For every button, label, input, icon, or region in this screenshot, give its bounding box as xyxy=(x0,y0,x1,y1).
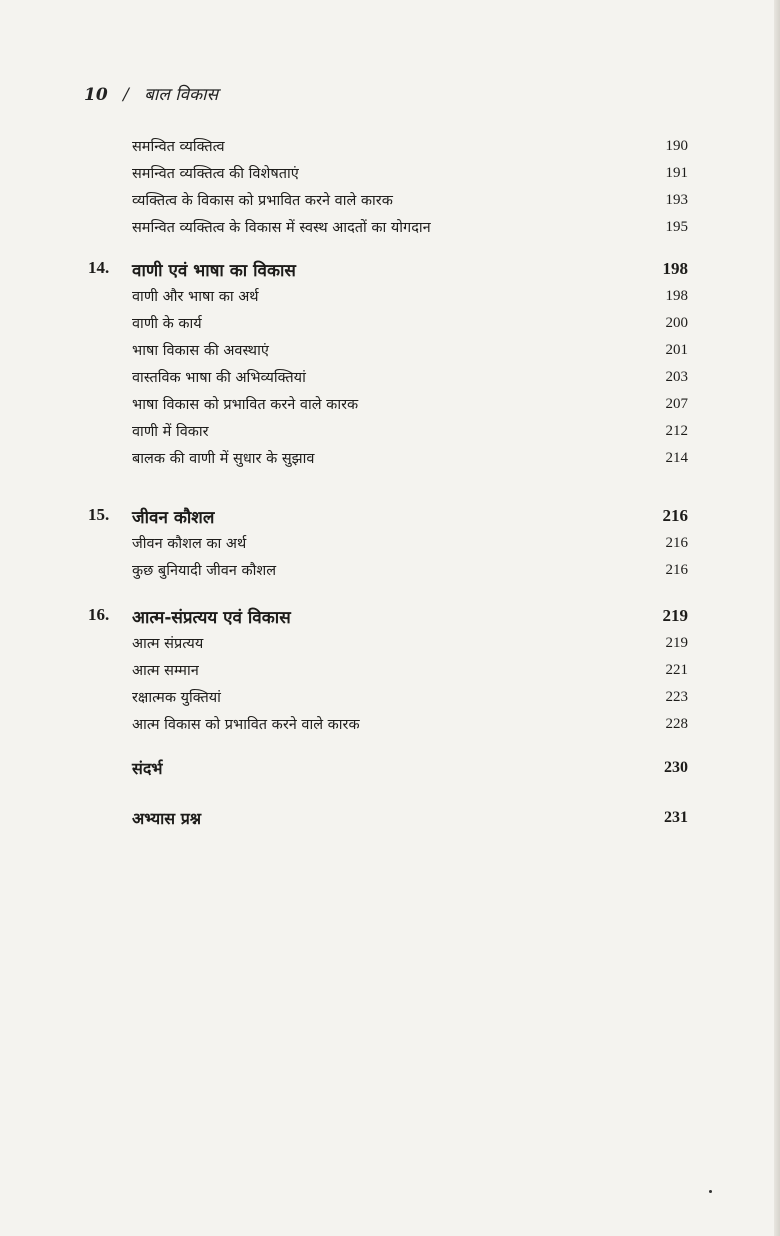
toc-entry-page: 207 xyxy=(665,396,688,412)
toc-entry[interactable] xyxy=(88,136,688,163)
chapter-number: 16. xyxy=(88,605,110,624)
chapter-page: 216 xyxy=(662,506,688,525)
toc-entry-page: 200 xyxy=(665,315,688,331)
toc-entry-page: 214 xyxy=(665,450,688,466)
toc-entry-page: 195 xyxy=(665,219,688,235)
toc-entry-title: समन्वित व्यक्तित्व की विशेषताएं xyxy=(132,166,299,182)
toc-entry-page: 190 xyxy=(665,138,688,154)
chapter-page: 219 xyxy=(662,606,688,625)
practice-questions-entry[interactable] xyxy=(88,807,688,837)
toc-entry[interactable] xyxy=(88,340,688,367)
toc-entry-title: भाषा विकास की अवस्थाएं xyxy=(132,343,269,359)
toc-entry[interactable] xyxy=(88,190,688,217)
chapter-heading[interactable] xyxy=(88,505,688,533)
toc-entry-page: 219 xyxy=(665,635,688,651)
toc-entry-page: 193 xyxy=(665,192,688,208)
chapter-title: आत्म-संप्रत्यय एवं विकास xyxy=(132,608,291,628)
toc-entry-title: जीवन कौशल का अर्थ xyxy=(132,536,247,552)
toc-entry-title: वाणी के कार्य xyxy=(132,316,202,332)
toc-entry[interactable] xyxy=(88,687,688,714)
references-page: 230 xyxy=(664,759,688,776)
toc-entry[interactable] xyxy=(88,633,688,660)
page-edge xyxy=(774,0,780,1236)
toc-entry-page: 221 xyxy=(665,662,688,678)
toc-entry-page: 191 xyxy=(665,165,688,181)
chapter-number: 14. xyxy=(88,258,110,277)
toc-entry-title: वास्तविक भाषा की अभिव्यक्तियां xyxy=(132,370,306,386)
toc-entry[interactable] xyxy=(88,448,688,475)
table-of-contents xyxy=(88,136,688,837)
toc-entry-page: 201 xyxy=(665,342,688,358)
toc-entry-title: आत्म विकास को प्रभावित करने वाले कारक xyxy=(132,717,360,733)
practice-questions-page: 231 xyxy=(664,809,688,826)
toc-entry-page: 198 xyxy=(665,288,688,304)
chapter-title: जीवन कौशल xyxy=(132,508,215,528)
toc-entry-title: आत्म संप्रत्यय xyxy=(132,636,204,652)
toc-entry[interactable] xyxy=(88,313,688,340)
running-header xyxy=(84,82,218,105)
toc-entry[interactable] xyxy=(88,217,688,244)
toc-entry-title: वाणी और भाषा का अर्थ xyxy=(132,289,259,305)
toc-entry-title: व्यक्तित्व के विकास को प्रभावित करने वाले कारक xyxy=(132,193,393,209)
toc-entry[interactable] xyxy=(88,286,688,313)
toc-entry[interactable] xyxy=(88,533,688,560)
chapter-heading[interactable] xyxy=(88,605,688,633)
toc-entry-page: 212 xyxy=(665,423,688,439)
toc-entry[interactable] xyxy=(88,394,688,421)
chapter-heading[interactable] xyxy=(88,258,688,286)
chapter-page: 198 xyxy=(662,259,688,278)
header-book-title: बाल विकास xyxy=(144,85,219,105)
toc-entry-page: 216 xyxy=(665,562,688,578)
toc-entry-title: कुछ बुनियादी जीवन कौशल xyxy=(132,563,277,579)
toc-entry[interactable] xyxy=(88,367,688,394)
references-entry[interactable] xyxy=(88,757,688,787)
toc-entry-title: बालक की वाणी में सुधार के सुझाव xyxy=(132,451,315,467)
chapter-number: 15. xyxy=(88,505,110,524)
practice-questions-title: अभ्यास प्रश्न xyxy=(132,809,202,828)
toc-entry-page: 216 xyxy=(665,535,688,551)
toc-entry-title: आत्म सम्मान xyxy=(132,663,199,679)
toc-entry-page: 223 xyxy=(665,689,688,705)
toc-entry-page: 228 xyxy=(665,716,688,732)
toc-entry-title: समन्वित व्यक्तित्व xyxy=(132,139,225,155)
toc-entry-title: समन्वित व्यक्तित्व के विकास में स्वस्थ आदतों का योगदान xyxy=(132,220,431,236)
toc-entry-page: 203 xyxy=(665,369,688,385)
toc-entry[interactable] xyxy=(88,163,688,190)
toc-entry[interactable] xyxy=(88,560,688,587)
toc-entry-title: रक्षात्मक युक्तियां xyxy=(132,690,221,706)
toc-entry[interactable] xyxy=(88,660,688,687)
toc-entry-title: भाषा विकास को प्रभावित करने वाले कारक xyxy=(132,397,359,413)
toc-entry[interactable] xyxy=(88,714,688,741)
print-speck xyxy=(709,1190,712,1193)
references-title: संदर्भ xyxy=(132,759,163,778)
chapter-title: वाणी एवं भाषा का विकास xyxy=(132,261,296,281)
toc-entry[interactable] xyxy=(88,421,688,448)
toc-entry-title: वाणी में विकार xyxy=(132,424,209,440)
header-separator: / xyxy=(123,85,129,105)
header-page-number: 10 xyxy=(84,85,108,105)
